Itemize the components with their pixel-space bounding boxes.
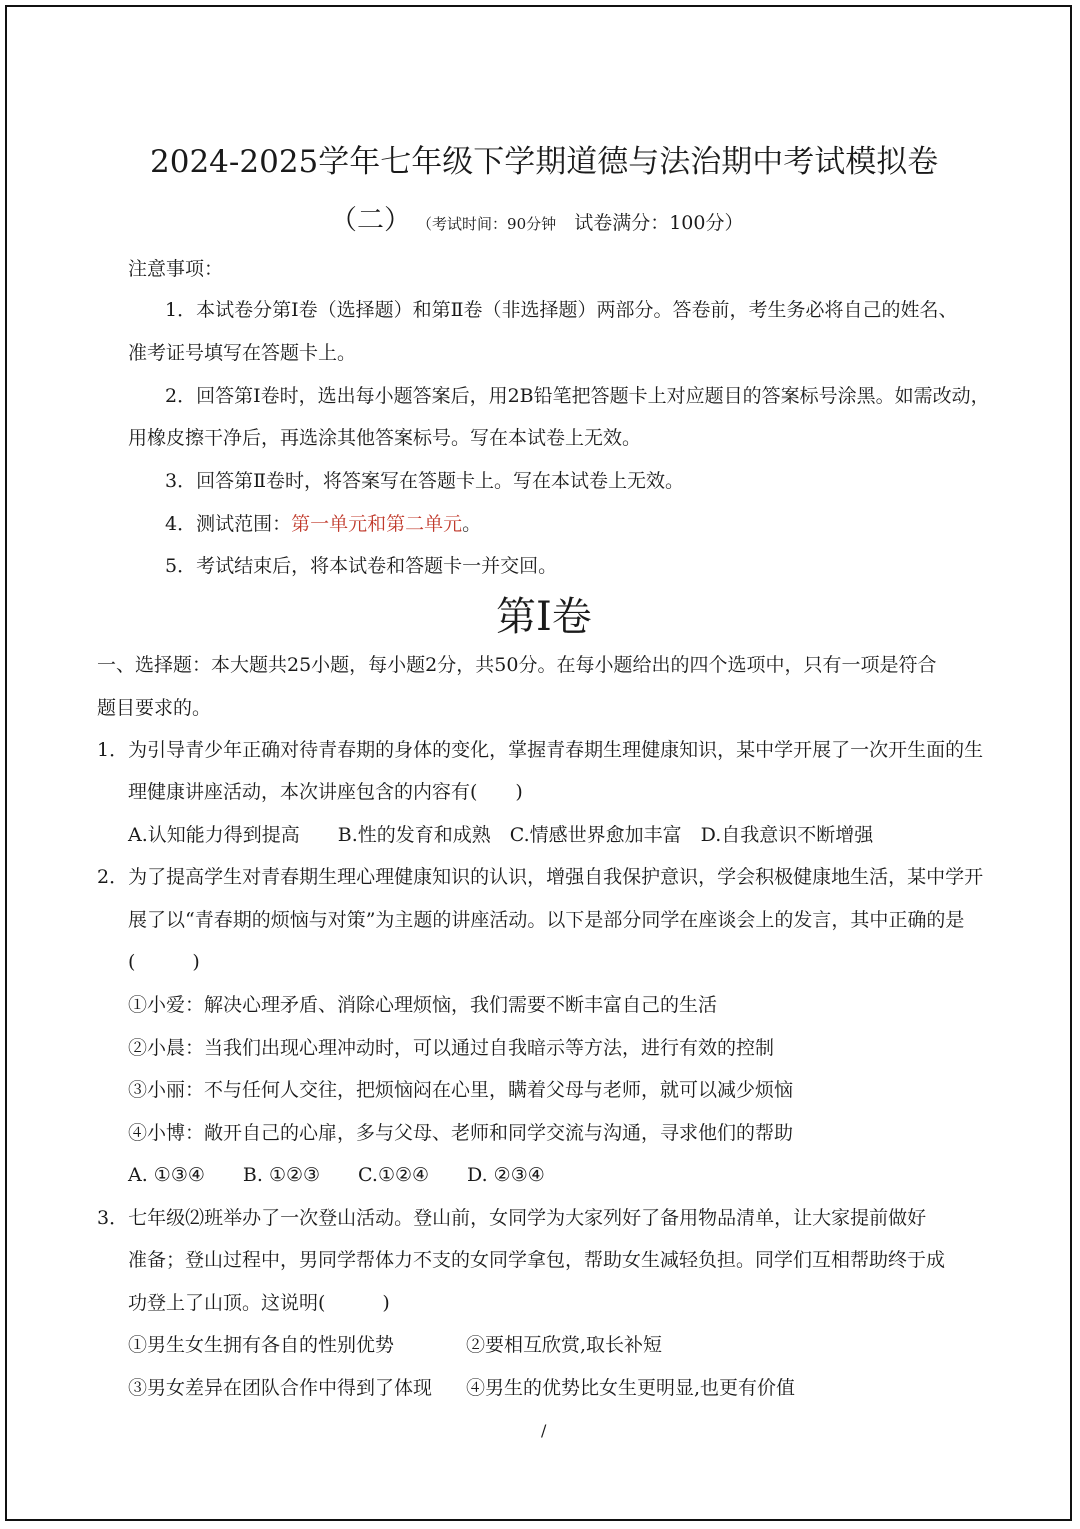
notice-item-2: 2．回答第Ⅰ卷时，选出每小题答案后，用2B铅笔把答题卡上对应题目的答案标号涂黑。如需改动， [165,385,990,407]
question-2-statement-2: ②小晨：当我们出现心理冲动时，可以通过自我暗示等方法，进行有效的控制 [128,1037,775,1059]
exam-subtitle-row [330,204,743,238]
page-mark: / [541,1421,547,1440]
notice-item-1: 1．本试卷分第Ⅰ卷（选择题）和第Ⅱ卷（非选择题）两部分。答卷前，考生务必将自己的姓名、 [165,299,958,321]
notice-item-1-cont: 准考证号填写在答题卡上。 [128,342,357,364]
question-1-cont: 理健康讲座活动，本次讲座包含的内容有( ) [128,781,523,803]
exam-subtitle: （二） [330,205,411,236]
question-2-cont: 展了以“青春期的烦恼与对策”为主题的讲座活动。以下是部分同学在座谈会上的发言，其中正确的是 [128,909,965,931]
question-2-statement-4: ④小博：敞开自己的心扉，多与父母、老师和同学交流与沟通，寻求他们的帮助 [128,1122,794,1144]
test-range: 第一单元和第二单元 [291,513,463,535]
notice-item-5: 5．考试结束后，将本试卷和答题卡一并交回。 [165,555,558,577]
question-1: 1．为引导青少年正确对待青春期的身体的变化，掌握青春期生理健康知识，某中学开展了一次开生面的生 [97,739,984,761]
exam-time: （考试时间：90分钟 [417,215,557,233]
volume-title: 第Ⅰ卷 [496,594,592,640]
question-2-cont-2: ( ) [128,951,200,973]
question-3-statement-1: ①男生女生拥有各自的性别优势 [128,1334,395,1356]
notice-heading: 注意事项： [128,258,224,280]
question-3-statement-3: ③男女差异在团队合作中得到了体现 [128,1377,433,1399]
notice-item-4 [165,512,481,536]
section-instruction: 一、选择题：本大题共25小题，每小题2分，共50分。在每小题给出的四个选项中，只有一项是符合 [97,654,937,676]
section-instruction-cont: 题目要求的。 [97,697,212,719]
question-3-statement-4: ④男生的优势比女生更明显,也更有价值 [466,1377,796,1399]
question-2-options: A. ①③④ B. ①②③ C.①②④ D. ②③④ [128,1164,545,1186]
question-3-statement-2: ②要相互欣赏,取长补短 [466,1334,663,1356]
question-2-statement-1: ①小爱：解决心理矛盾、消除心理烦恼，我们需要不断丰富自己的生活 [128,994,718,1016]
question-3: 3．七年级⑵班举办了一次登山活动。登山前，女同学为大家列好了备用物品清单，让大家提前做好 [97,1207,927,1229]
notice-item-4-prefix: 4．测试范围： [165,513,292,535]
question-2-statement-3: ③小丽：不与任何人交往，把烦恼闷在心里，瞒着父母与老师，就可以减少烦恼 [128,1079,794,1101]
notice-item-4-suffix: 。 [462,513,482,535]
exam-title: 2024-2025学年七年级下学期道德与法治期中考试模拟卷 [150,144,939,180]
question-3-cont-2: 功登上了山顶。这说明( ) [128,1292,390,1314]
notice-item-2-cont: 用橡皮擦干净后，再选涂其他答案标号。写在本试卷上无效。 [128,427,642,449]
exam-score: 试卷满分：100分） [574,212,744,234]
question-1-options: A.认知能力得到提高 B.性的发育和成熟 C.情感世界愈加丰富 D.自我意识不断增强 [128,824,874,846]
question-3-cont: 准备；登山过程中，男同学帮体力不支的女同学拿包，帮助女生减轻负担。同学们互相帮助终于成 [128,1249,946,1271]
notice-item-3: 3．回答第Ⅱ卷时，将答案写在答题卡上。写在本试卷上无效。 [165,470,685,492]
question-2: 2．为了提高学生对青春期生理心理健康知识的认识，增强自我保护意识，学会积极健康地生活，某中学开 [97,866,984,888]
